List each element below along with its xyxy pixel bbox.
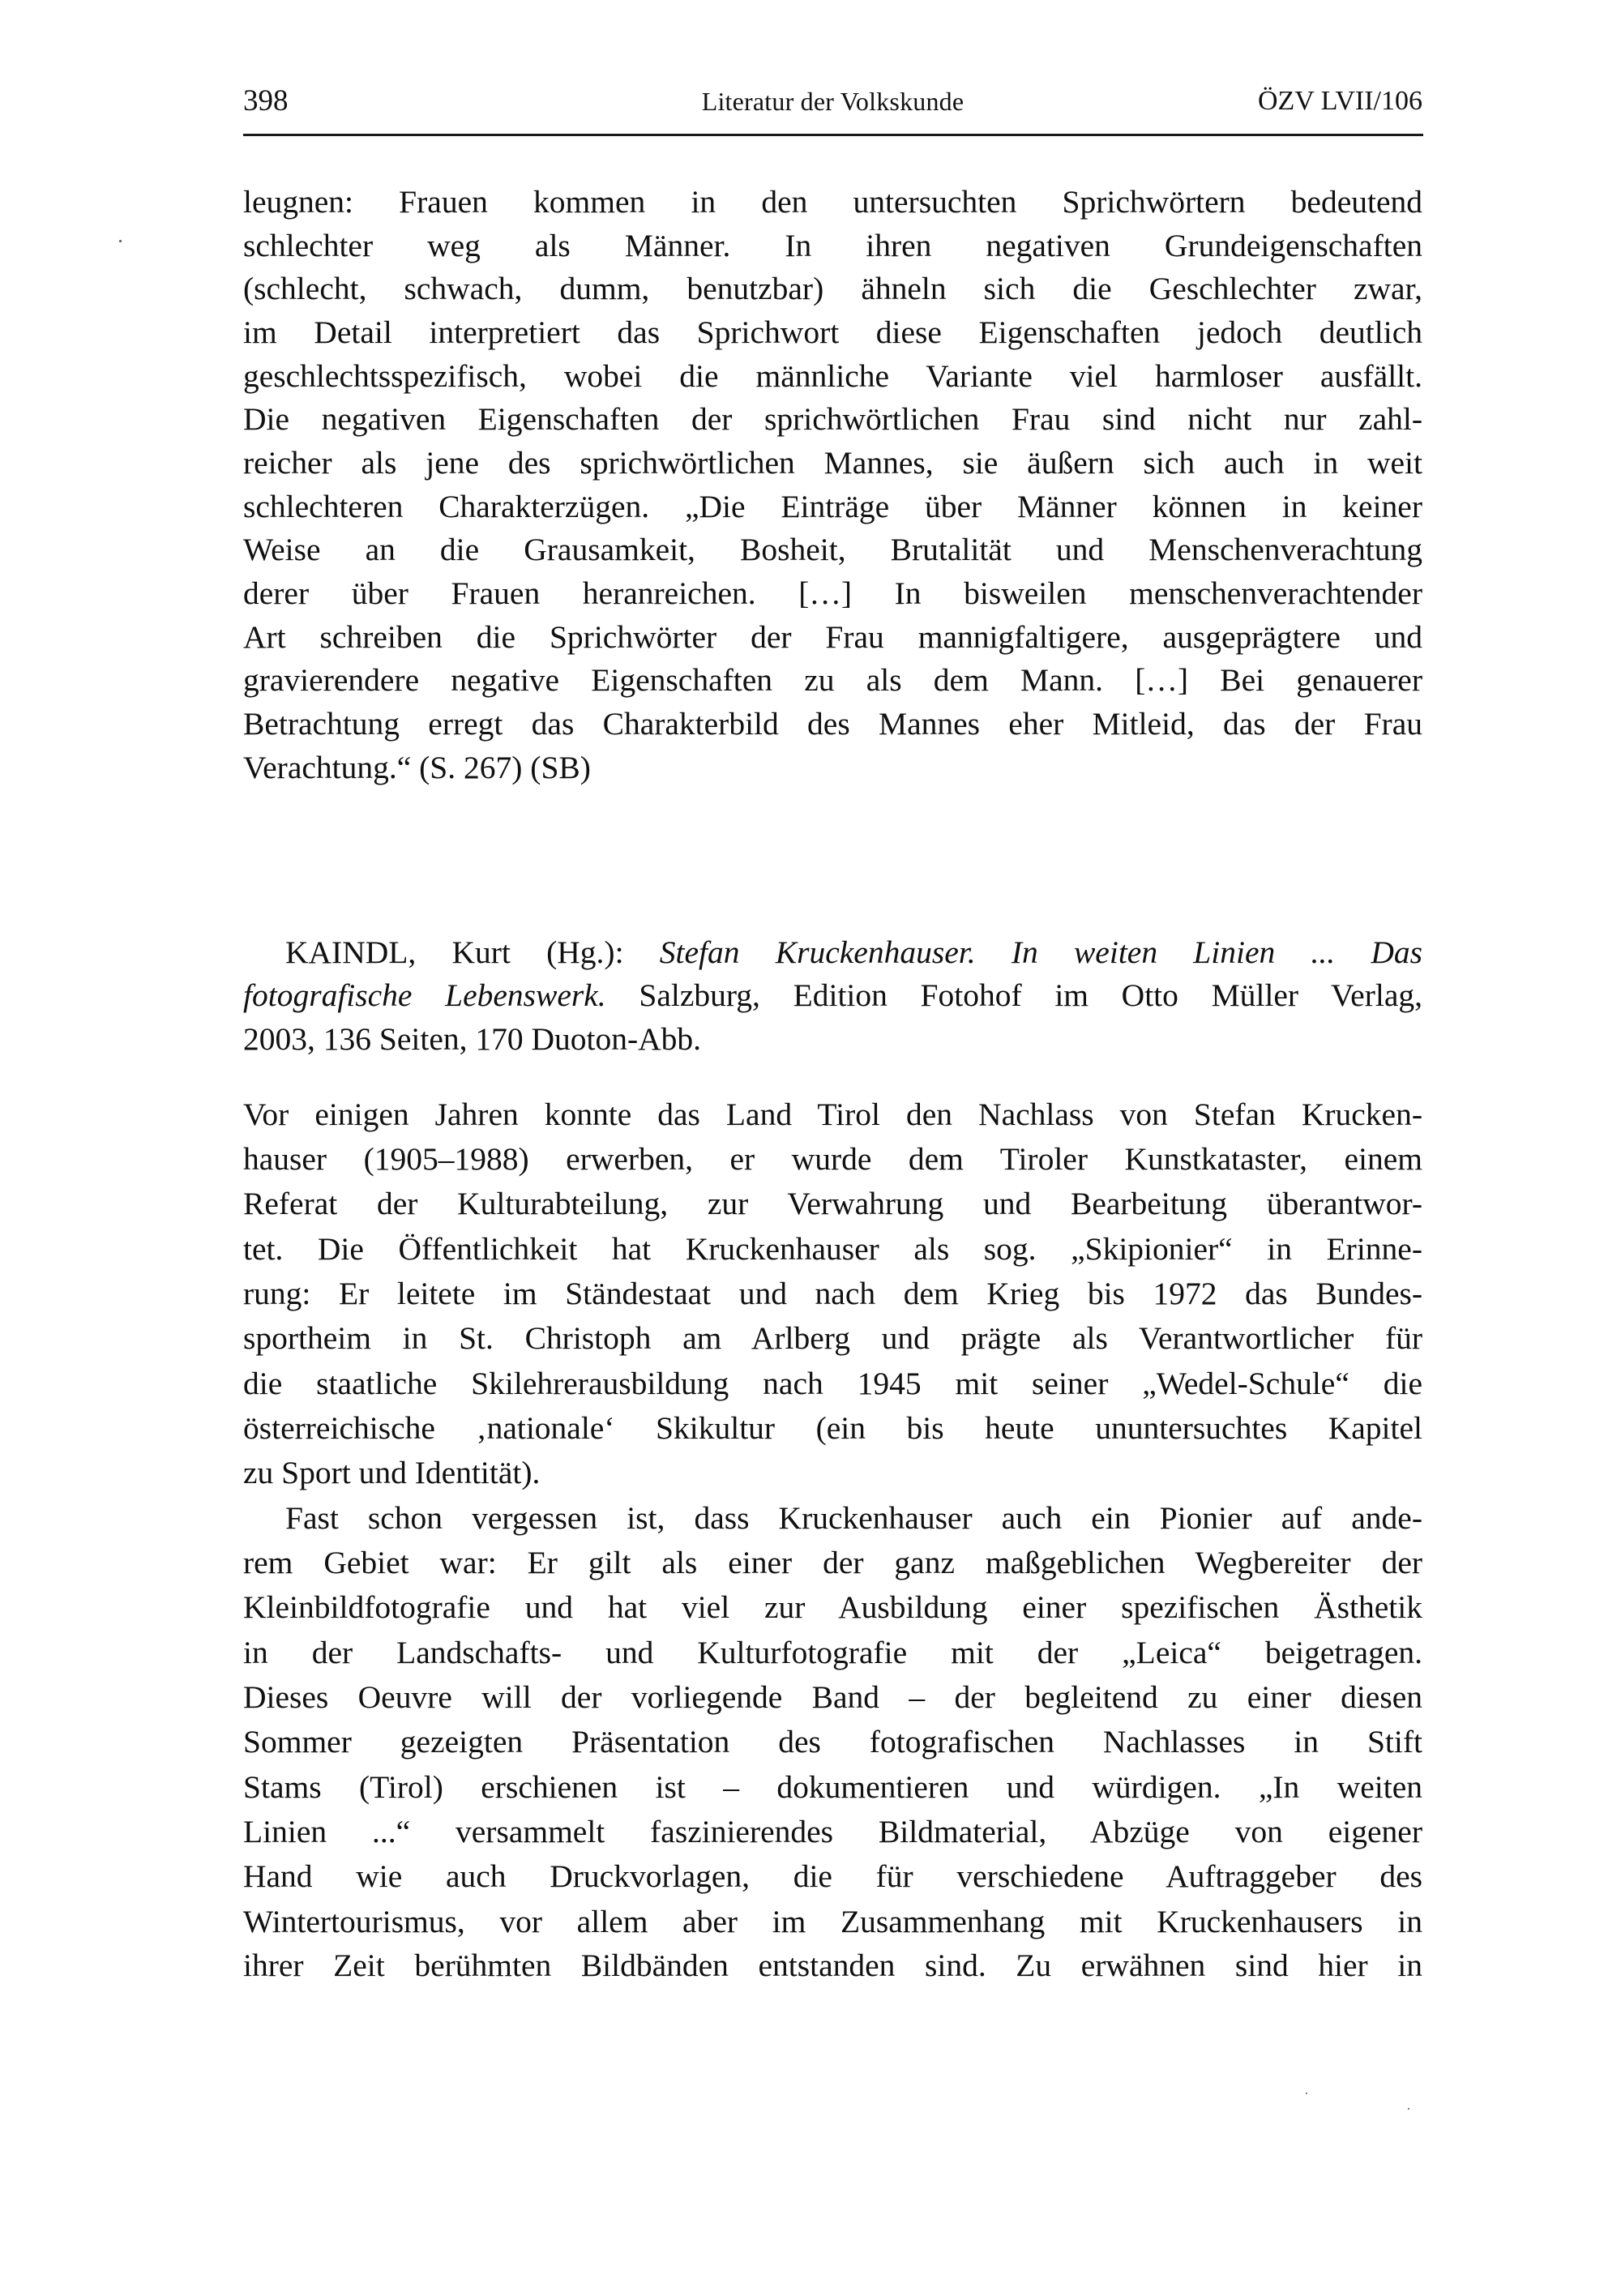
text-line: gravierendere negative Eigenschaften zu als dem Mann. […] Bei genauerer (243, 662, 1422, 698)
text-line: Verachtung.“ (S. 267) (SB) (243, 750, 591, 785)
text-line: leugnen: Frauen kommen in den untersuchten Sprichwörtern bedeutend (243, 184, 1422, 220)
text-line: geschlechtsspezifisch, wobei die männliche Variante viel harmloser ausfällt. (243, 358, 1422, 394)
citation-author: KAINDL, Kurt (Hg.): (285, 934, 660, 970)
text-line: ihrer Zeit berühmten Bildbänden entstanden sind. Zu erwähnen sind hier in (243, 1948, 1422, 1983)
text-line: Sommer gezeigten Präsentation des fotografischen Nachlasses in Stift (243, 1724, 1422, 1759)
citation-line-1 (285, 930, 1422, 974)
text-line: Fast schon vergessen ist, dass Kruckenhauser auch ein Pionier auf ande- (285, 1500, 1422, 1536)
text-line: in der Landschafts- und Kulturfotografie mit der „Leica“ beigetragen. (243, 1635, 1422, 1670)
text-line: Weise an die Grausamkeit, Bosheit, Brutalität und Menschenverachtung (243, 532, 1422, 567)
text-line: sportheim in St. Christoph am Arlberg und prägte als Verantwortlicher für (243, 1320, 1422, 1356)
section-title: Literatur der Volkskunde (701, 87, 964, 116)
text-line: derer über Frauen heranreichen. […] In bisweilen menschenverachtender (243, 575, 1422, 611)
text-line: tet. Die Öffentlichkeit hat Kruckenhauser als sog. „Skipionier“ in Erinne- (243, 1231, 1422, 1267)
citation-title: Stefan Kruckenhauser. In weiten Linien ... Das (659, 934, 1422, 970)
page-number: 398 (243, 84, 289, 118)
scan-speck (119, 240, 122, 242)
scan-speck (1306, 2093, 1307, 2094)
citation-publisher: Salzburg, Edition Fotohof im Otto Müller Verlag, (605, 977, 1422, 1013)
journal-reference: ÖZV LVII/106 (1257, 86, 1422, 116)
scan-speck (1408, 2108, 1409, 2110)
text-line: hauser (1905–1988) erwerben, er wurde dem Tiroler Kunstkataster, einem (243, 1141, 1422, 1177)
text-line: die staatliche Skilehrerausbildung nach 1945 mit seiner „Wedel-Schule“ die (243, 1366, 1422, 1401)
text-line: Art schreiben die Sprichwörter der Frau mannigfaltigere, ausgeprägtere und (243, 619, 1422, 655)
text-line: Betrachtung erregt das Charakterbild des Mannes eher Mitleid, das der Frau (243, 706, 1422, 742)
text-line: Die negativen Eigenschaften der sprichwörtlichen Frau sind nicht nur zahl- (243, 401, 1422, 437)
text-line: Stams (Tirol) erschienen ist – dokumentieren und würdigen. „In weiten (243, 1769, 1422, 1805)
citation-line-3: 2003, 136 Seiten, 170 Duoton-Abb. (243, 1021, 702, 1057)
text-line: Wintertourismus, vor allem aber im Zusammenhang mit Kruckenhausers in (243, 1904, 1422, 1939)
text-line: schlechter weg als Männer. In ihren negativen Grundeigenschaften (243, 228, 1422, 263)
text-line: zu Sport und Identität). (243, 1455, 541, 1490)
text-line: Dieses Oeuvre will der vorliegende Band – der begleitend zu einer diesen (243, 1679, 1422, 1715)
text-line: schlechteren Charakterzügen. „Die Einträge über Männer können in keiner (243, 489, 1422, 524)
text-line: rung: Er leitete im Ständestaat und nach dem Krieg bis 1972 das Bundes- (243, 1276, 1422, 1311)
text-line: im Detail interpretiert das Sprichwort diese Eigenschaften jedoch deutlich (243, 314, 1422, 350)
text-line: Vor einigen Jahren konnte das Land Tirol den Nachlass von Stefan Krucken- (243, 1097, 1422, 1132)
running-header (243, 81, 1422, 122)
text-line: (schlecht, schwach, dumm, benutzbar) ähneln sich die Geschlechter zwar, (243, 271, 1422, 306)
text-line: österreichische ‚nationale‘ Skikultur (ein bis heute ununtersuchtes Kapitel (243, 1410, 1422, 1446)
text-line: Kleinbildfotografie und hat viel zur Ausbildung einer spezifischen Ästhetik (243, 1589, 1422, 1625)
text-line: rem Gebiet war: Er gilt als einer der ganz maßgeblichen Wegbereiter der (243, 1545, 1422, 1580)
text-line: Hand wie auch Druckvorlagen, die für verschiedene Auftraggeber des (243, 1858, 1422, 1894)
citation-line-2 (243, 973, 1422, 1017)
text-line: Linien ...“ versammelt faszinierendes Bildmaterial, Abzüge von eigener (243, 1814, 1422, 1849)
citation-title-cont: fotografische Lebenswerk. (243, 977, 606, 1013)
text-line: Referat der Kulturabteilung, zur Verwahrung und Bearbeitung überantwor- (243, 1186, 1422, 1221)
text-line: reicher als jene des sprichwörtlichen Mannes, sie äußern sich auch in weit (243, 445, 1422, 481)
header-rule (243, 134, 1423, 136)
